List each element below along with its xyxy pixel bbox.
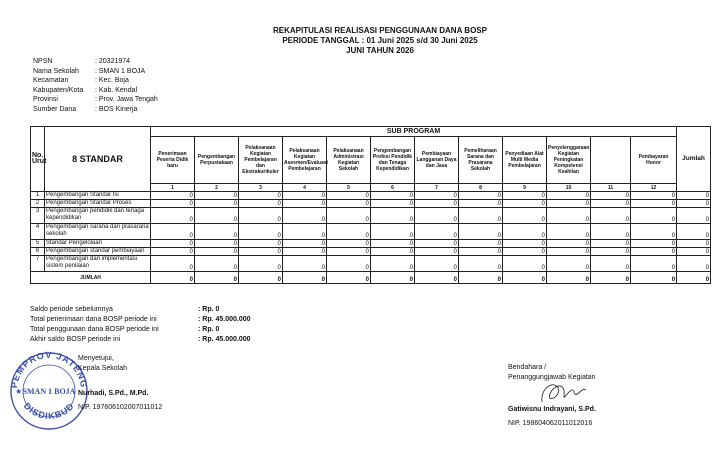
summary-saldo-sebelumnya: Saldo periode sebelumnya : Rp. 0	[30, 306, 220, 313]
table-cell-value: 0	[195, 200, 239, 208]
table-cell-value: 0	[195, 248, 239, 256]
info-kabupaten: Kabupaten/Kota : Kab. Kendal	[33, 86, 138, 94]
table-cell-value: 0	[459, 240, 503, 248]
table-cell-value: 0	[591, 200, 631, 208]
table-cell-value: 0	[327, 192, 371, 200]
table-cell-value: 0	[151, 192, 195, 200]
table-cell-value: 0	[591, 224, 631, 240]
table-cell-value: 0	[283, 192, 327, 200]
table-cell-value: 0	[371, 200, 415, 208]
table-cell-value: 0	[415, 256, 459, 272]
row-number: 2	[31, 200, 45, 208]
table-cell-value: 0	[591, 240, 631, 248]
column-number: 1	[151, 184, 195, 192]
sig-right-line1: Bendahara /	[508, 364, 547, 371]
table-cell-value: 0	[151, 240, 195, 248]
row-standard-label: Pengembangan standar pembiayaan	[45, 248, 151, 256]
table-cell-value: 0	[631, 200, 677, 208]
table-cell-value: 0	[631, 248, 677, 256]
row-number: 4	[31, 224, 45, 240]
subprogram-header-6: Pengembangan Profesi Pendidik dan Tenaga Kependidikan	[371, 137, 415, 184]
table-cell-value: 0	[677, 248, 711, 256]
title-line-3: JUNI TAHUN 2026	[346, 46, 414, 55]
table-cell-value: 0	[591, 208, 631, 224]
table-cell-value: 0	[459, 248, 503, 256]
table-cell-value: 0	[677, 256, 711, 272]
table-cell-value: 0	[327, 248, 371, 256]
table-cell-value: 0	[239, 224, 283, 240]
row-standard-label: Standar Pengelolaan	[45, 240, 151, 248]
total-cell-value: 0	[371, 272, 415, 284]
row-number: 5	[31, 240, 45, 248]
column-number: 11	[591, 184, 631, 192]
table-cell-value: 0	[151, 248, 195, 256]
table-cell-value: 0	[677, 200, 711, 208]
total-cell-value: 0	[547, 272, 591, 284]
row-standard-label: Pengembangan dan implementasi sistem penilaian	[45, 256, 151, 272]
table-row	[31, 224, 711, 240]
sig-left-line2: Kepala Sekolah	[78, 365, 128, 372]
subprogram-header-1: Penerimaan Peserta Didik baru	[151, 137, 195, 184]
table-cell-value: 0	[327, 224, 371, 240]
table-cell-value: 0	[503, 248, 547, 256]
total-cell-value: 0	[327, 272, 371, 284]
table-cell-value: 0	[459, 256, 503, 272]
row-standard-label: Pengembangan Standar Isi	[45, 192, 151, 200]
table-cell-value: 0	[415, 224, 459, 240]
row-standard-label: Pengembangan sarana dan prasarana sekolah	[45, 224, 151, 240]
column-number: 4	[283, 184, 327, 192]
table-row	[31, 200, 711, 208]
table-cell-value: 0	[631, 208, 677, 224]
sig-right-nip: NIP. 198604062011012016	[508, 420, 593, 427]
column-number: 9	[503, 184, 547, 192]
table-cell-value: 0	[151, 224, 195, 240]
table-cell-value: 0	[503, 200, 547, 208]
table-cell-value: 0	[677, 208, 711, 224]
header-8-standar: 8 STANDAR	[45, 127, 151, 192]
row-number: 6	[31, 248, 45, 256]
table-row	[31, 208, 711, 224]
table-cell-value: 0	[591, 248, 631, 256]
table-cell-value: 0	[371, 208, 415, 224]
fund-summary	[30, 305, 251, 345]
total-cell-value: 0	[195, 272, 239, 284]
table-row	[31, 248, 711, 256]
info-sumber-dana: Sumber Dana : BOS Kinerja	[33, 105, 138, 113]
row-number: 1	[31, 192, 45, 200]
total-cell-value: 0	[239, 272, 283, 284]
title-line-2: PERIODE TANGGAL : 01 Juni 2025 s/d 30 Juni 2025	[282, 36, 478, 45]
table-cell-value: 0	[503, 240, 547, 248]
subprogram-header-11	[591, 137, 631, 184]
stamp-outer-top: PEMPROV JATENG	[8, 349, 90, 389]
table-cell-value: 0	[283, 224, 327, 240]
table-cell-value: 0	[371, 256, 415, 272]
table-cell-value: 0	[677, 240, 711, 248]
table-cell-value: 0	[371, 240, 415, 248]
total-cell-value: 0	[459, 272, 503, 284]
table-cell-value: 0	[631, 256, 677, 272]
subprogram-header-9: Penyediaan Alat Multi Media Pembelajaran	[503, 137, 547, 184]
recap-table	[30, 126, 711, 284]
table-cell-value: 0	[239, 192, 283, 200]
table-cell-value: 0	[327, 240, 371, 248]
total-row	[31, 272, 711, 284]
table-cell-value: 0	[327, 256, 371, 272]
table-cell-value: 0	[151, 200, 195, 208]
total-cell-value: 0	[631, 272, 677, 284]
table-cell-value: 0	[327, 200, 371, 208]
table-cell-value: 0	[547, 224, 591, 240]
header-jumlah: Jumlah	[677, 127, 711, 192]
column-number: 7	[415, 184, 459, 192]
table-cell-value: 0	[371, 248, 415, 256]
signature-block-principal	[78, 354, 162, 413]
table-cell-value: 0	[283, 248, 327, 256]
table-cell-value: 0	[459, 192, 503, 200]
info-kecamatan: Kecamatan : Kec. Boja	[33, 77, 129, 84]
table-row	[31, 240, 711, 248]
table-cell-value: 0	[547, 240, 591, 248]
table-cell-value: 0	[503, 192, 547, 200]
subprogram-header-7: Pembiayaan Langganan Daya dan Jasa	[415, 137, 459, 184]
header-no-urut: No. Urut	[31, 127, 45, 192]
column-number: 2	[195, 184, 239, 192]
table-cell-value: 0	[503, 224, 547, 240]
subprogram-header-3: Pelaksanaan Kegiatan Pembelajaran dan Ekstrakurikuler	[239, 137, 283, 184]
total-cell-value: 0	[151, 272, 195, 284]
table-cell-value: 0	[415, 200, 459, 208]
table-cell-value: 0	[677, 224, 711, 240]
table-cell-value: 0	[459, 224, 503, 240]
table-cell-value: 0	[195, 208, 239, 224]
table-cell-value: 0	[459, 200, 503, 208]
table-cell-value: 0	[547, 248, 591, 256]
table-cell-value: 0	[239, 240, 283, 248]
table-cell-value: 0	[239, 256, 283, 272]
table-cell-value: 0	[371, 224, 415, 240]
table-cell-value: 0	[547, 192, 591, 200]
sig-left-name: Nurhadi, S.Pd., M.Pd.	[78, 390, 149, 397]
summary-akhir-saldo: Akhir saldo BOSP periode ini : Rp. 45.000.000	[30, 336, 251, 343]
table-cell-value: 0	[415, 192, 459, 200]
row-standard-label: Pengembangan Standar Proses	[45, 200, 151, 208]
table-cell-value: 0	[503, 256, 547, 272]
column-number: 12	[631, 184, 677, 192]
school-info	[33, 57, 158, 114]
table-row	[31, 192, 711, 200]
column-number: 3	[239, 184, 283, 192]
table-cell-value: 0	[503, 208, 547, 224]
table-cell-value: 0	[547, 208, 591, 224]
table-cell-value: 0	[327, 208, 371, 224]
row-number: 7	[31, 256, 45, 272]
svg-text:DISDIKBUD	[22, 401, 76, 421]
table-cell-value: 0	[239, 208, 283, 224]
table-cell-value: 0	[677, 192, 711, 200]
total-cell-value: 0	[283, 272, 327, 284]
table-cell-value: 0	[151, 208, 195, 224]
info-npsn: NPSN : 20321974	[33, 58, 131, 65]
table-cell-value: 0	[195, 192, 239, 200]
table-row	[31, 256, 711, 272]
sig-left-nip: NIP. 197606102007011012	[78, 404, 163, 411]
summary-total-penggunaan: Total penggunaan dana BOSP periode ini : Rp. 0	[30, 326, 220, 333]
column-number: 5	[327, 184, 371, 192]
stamp-center-text: SMAN 1 BOJA	[22, 387, 76, 396]
table-cell-value: 0	[547, 200, 591, 208]
table-cell-value: 0	[591, 256, 631, 272]
stamp-outer-bottom: DISDIKBUD	[21, 400, 77, 422]
table-cell-value: 0	[415, 208, 459, 224]
header-sub-program: SUB PROGRAM	[151, 127, 677, 137]
title-line-1: REKAPITULASI REALISASI PENGGUNAAN DANA BOSP	[273, 26, 487, 35]
sig-right-line2: Penanggungjawab Kegiatan	[508, 374, 596, 381]
subprogram-header-8: Pemeliharaan Sarana dan Prasarana Sekolah	[459, 137, 503, 184]
table-cell-value: 0	[195, 224, 239, 240]
table-cell-value: 0	[283, 256, 327, 272]
subprogram-header-10: Penyelenggaraan Kegiatan Peningkatan Kompetensi Keahlian	[547, 137, 591, 184]
signature-block-treasurer	[508, 363, 596, 429]
table-cell-value: 0	[371, 192, 415, 200]
table-cell-value: 0	[631, 224, 677, 240]
subprogram-header-4: Pelaksanaan Kegiatan Asesmen/Evaluasi Pembelajaran	[283, 137, 327, 184]
table-cell-value: 0	[631, 240, 677, 248]
total-cell-value: 0	[677, 272, 711, 284]
row-number: 3	[31, 208, 45, 224]
table-cell-value: 0	[547, 256, 591, 272]
subprogram-header-12: Pembayaran Honor	[631, 137, 677, 184]
subprogram-header-2: Pengembangan Perpustakaan	[195, 137, 239, 184]
subprogram-header-5: Pelaksanaan Administrasi Kegiatan Sekolah	[327, 137, 371, 184]
column-number: 8	[459, 184, 503, 192]
info-provinsi: Provinsi : Prov. Jawa Tengah	[33, 96, 158, 103]
table-cell-value: 0	[239, 248, 283, 256]
table-cell-value: 0	[283, 200, 327, 208]
table-cell-value: 0	[591, 192, 631, 200]
table-cell-value: 0	[415, 240, 459, 248]
total-cell-value: 0	[415, 272, 459, 284]
stamp-star-icon: ★	[15, 387, 23, 396]
summary-total-penerimaan: Total penerimaan dana BOSP periode ini : Rp. 45.000.000	[30, 316, 251, 323]
total-label: JUMLAH	[31, 272, 151, 284]
table-cell-value: 0	[415, 248, 459, 256]
sig-left-line1: Menyetujui,	[78, 355, 114, 362]
table-cell-value: 0	[283, 208, 327, 224]
sig-right-name: Gatiwisnu Indrayani, S.Pd.	[508, 406, 596, 413]
table-cell-value: 0	[283, 240, 327, 248]
table-cell-value: 0	[195, 256, 239, 272]
column-number: 6	[371, 184, 415, 192]
table-cell-value: 0	[151, 256, 195, 272]
column-number: 10	[547, 184, 591, 192]
info-nama-sekolah: Nama Sekolah : SMAN 1 BOJA	[33, 67, 146, 75]
table-cell-value: 0	[195, 240, 239, 248]
table-cell-value: 0	[239, 200, 283, 208]
table-cell-value: 0	[459, 208, 503, 224]
total-cell-value: 0	[591, 272, 631, 284]
total-cell-value: 0	[503, 272, 547, 284]
row-standard-label: Pengembangan pendidik dan tenaga kependidikan	[45, 208, 151, 224]
table-cell-value: 0	[631, 192, 677, 200]
